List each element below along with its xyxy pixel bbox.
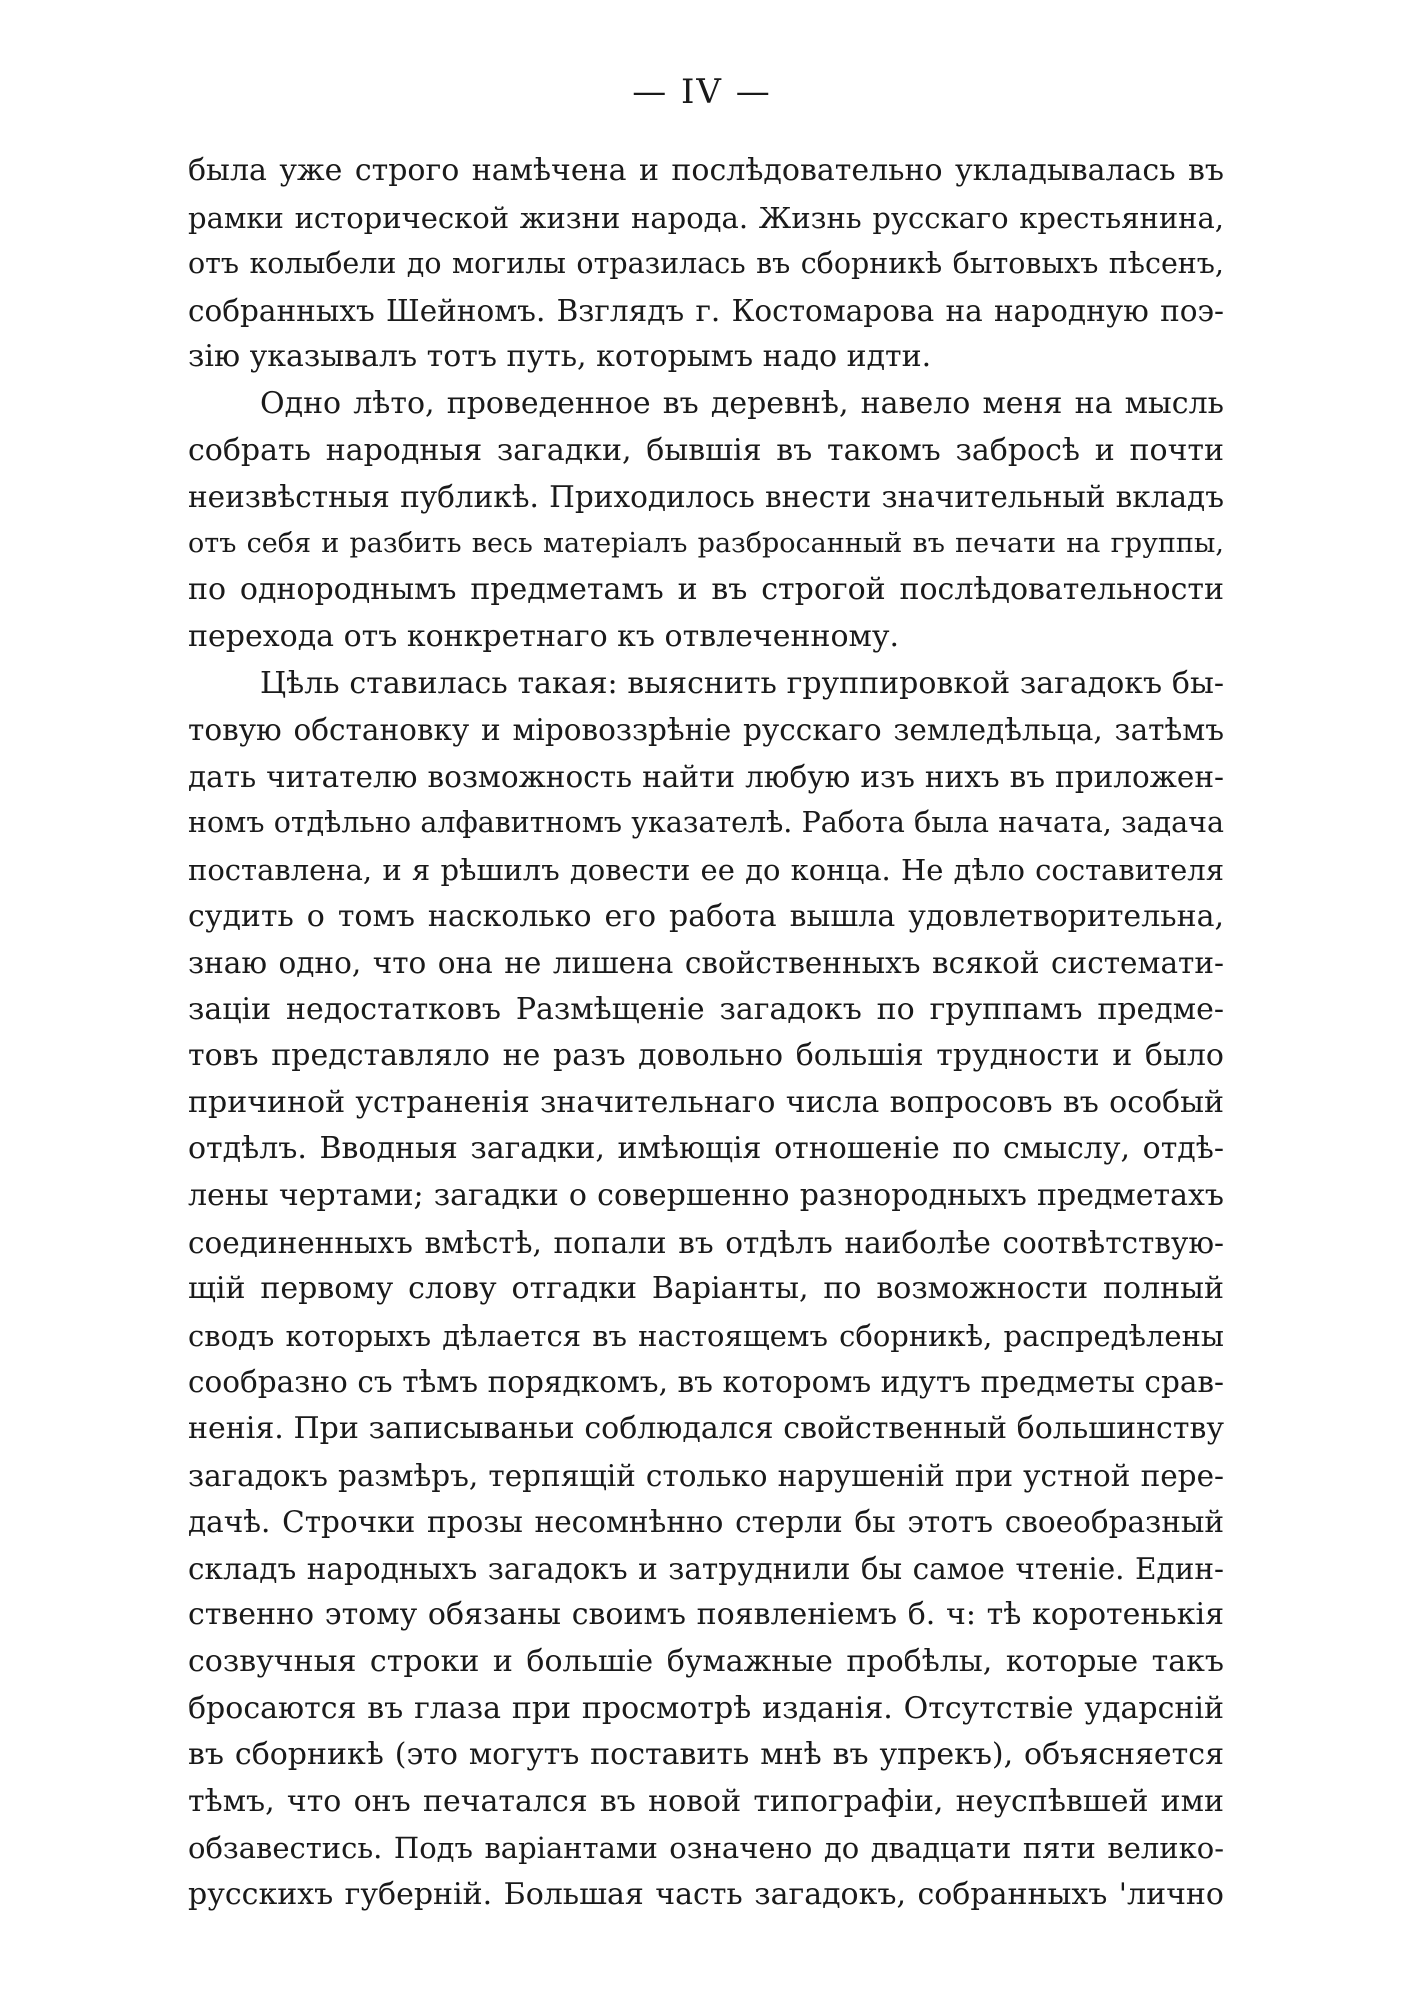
text-line: товъ представляло не разъ довольно большія трудности и было [188,1038,1224,1074]
text-line: зію указывалъ тотъ путь, которымъ надо идти. [188,339,932,375]
text-line: въ сборникѣ (это могутъ поставить мнѣ въ упрекъ), объясняется [188,1737,1224,1773]
text-line: соединенныхъ вмѣстѣ, попали въ отдѣлъ наиболѣе соотвѣтствую- [188,1225,1224,1260]
text-line: собранныхъ Шейномъ. Взглядъ г. Костомарова на народную поэ- [188,293,1224,328]
text-line: по однороднымъ предметамъ и въ строгой послѣдовательности [188,572,1224,608]
text-line: Цѣль ставилась такая: выяснить группировкой загадокъ бы- [260,665,1224,701]
text-line: номъ отдѣльно алфавитномъ указателѣ. Работа была начата, задача [188,806,1224,840]
text-line: дачѣ. Строчки прозы несомнѣнно стерли бы этотъ своеобразный [188,1505,1224,1540]
text-line: обзавестись. Подъ варіантами означено до двадцати пяти велико- [188,1831,1224,1866]
text-line: судить о томъ насколько его работа вышла удовлетворительна, [188,898,1224,934]
text-line: русскихъ губерній. Большая часть загадокъ, собранныхъ 'лично [188,1876,1224,1912]
text-line: неизвѣстныя публикѣ. Приходилось внести значительный вкладъ [188,480,1224,515]
body-text [188,148,1224,1919]
text-line: лены чертами; загадки о совершенно разнородныхъ предметахъ [188,1178,1224,1214]
text-line: сводъ которыхъ дѣлается въ настоящемъ сборникѣ, распредѣлены [188,1318,1224,1353]
text-line: заціи недостатковъ Размѣщеніе загадокъ по группамъ предме- [188,991,1224,1027]
text-line: товую обстановку и міровоззрѣніе русскаго земледѣльца, затѣмъ [188,713,1224,748]
text-line: была уже строго намѣчена и послѣдовательно укладывалась въ [188,153,1224,188]
text-line: щій первому слову отгадки Варіанты, по возможности полный [188,1271,1224,1307]
text-line: складъ народныхъ загадокъ и затруднили бы самое чтеніе. Един- [188,1551,1224,1586]
text-line: рамки исторической жизни народа. Жизнь русскаго крестьянина, [188,200,1224,235]
text-line: отъ себя и разбить весь матеріалъ разбросанный въ печати на группы, [188,527,1224,559]
text-line: Одно лѣто, проведенное въ деревнѣ, навело меня на мысль [260,385,1224,421]
text-line: сообразно съ тѣмъ порядкомъ, въ которомъ идутъ предметы срав- [188,1365,1224,1400]
text-line: отъ колыбели до могилы отразилась въ сборникѣ бытовыхъ пѣсенъ, [188,247,1224,281]
text-line: бросаются въ глаза при просмотрѣ изданія. Отсутствіе ударсній [188,1690,1224,1726]
text-line: отдѣлъ. Вводныя загадки, имѣющія отношеніе по смыслу, отдѣ- [188,1131,1224,1167]
page-number: — IV — [632,72,772,112]
text-line: ненія. При записываньи соблюдался свойственный большинству [188,1411,1224,1447]
text-line: тѣмъ, что онъ печатался въ новой типографіи, неуспѣвшей ими [188,1783,1224,1819]
text-line: поставлена, и я рѣшилъ довести ее до конца. Не дѣло составителя [188,852,1224,887]
text-line: дать читателю возможность найти любую изъ нихъ въ приложен- [188,759,1224,794]
text-line: загадокъ размѣръ, терпящій столько нарушеній при устной пере- [188,1458,1224,1493]
text-line: ственно этому обязаны своимъ появленіемъ б. ч: тѣ коротенькія [188,1597,1224,1633]
text-line: причиной устраненія значительнаго числа вопросовъ въ особый [188,1084,1224,1120]
text-line: созвучныя строки и большіе бумажные пробѣлы, которые такъ [188,1644,1224,1679]
text-line: собрать народныя загадки, бывшія въ такомъ забросѣ и почти [188,432,1224,468]
text-line: перехода отъ конкретнаго къ отвлеченному. [188,618,900,654]
text-line: знаю одно, что она не лишена свойственныхъ всякой системати- [188,946,1224,981]
